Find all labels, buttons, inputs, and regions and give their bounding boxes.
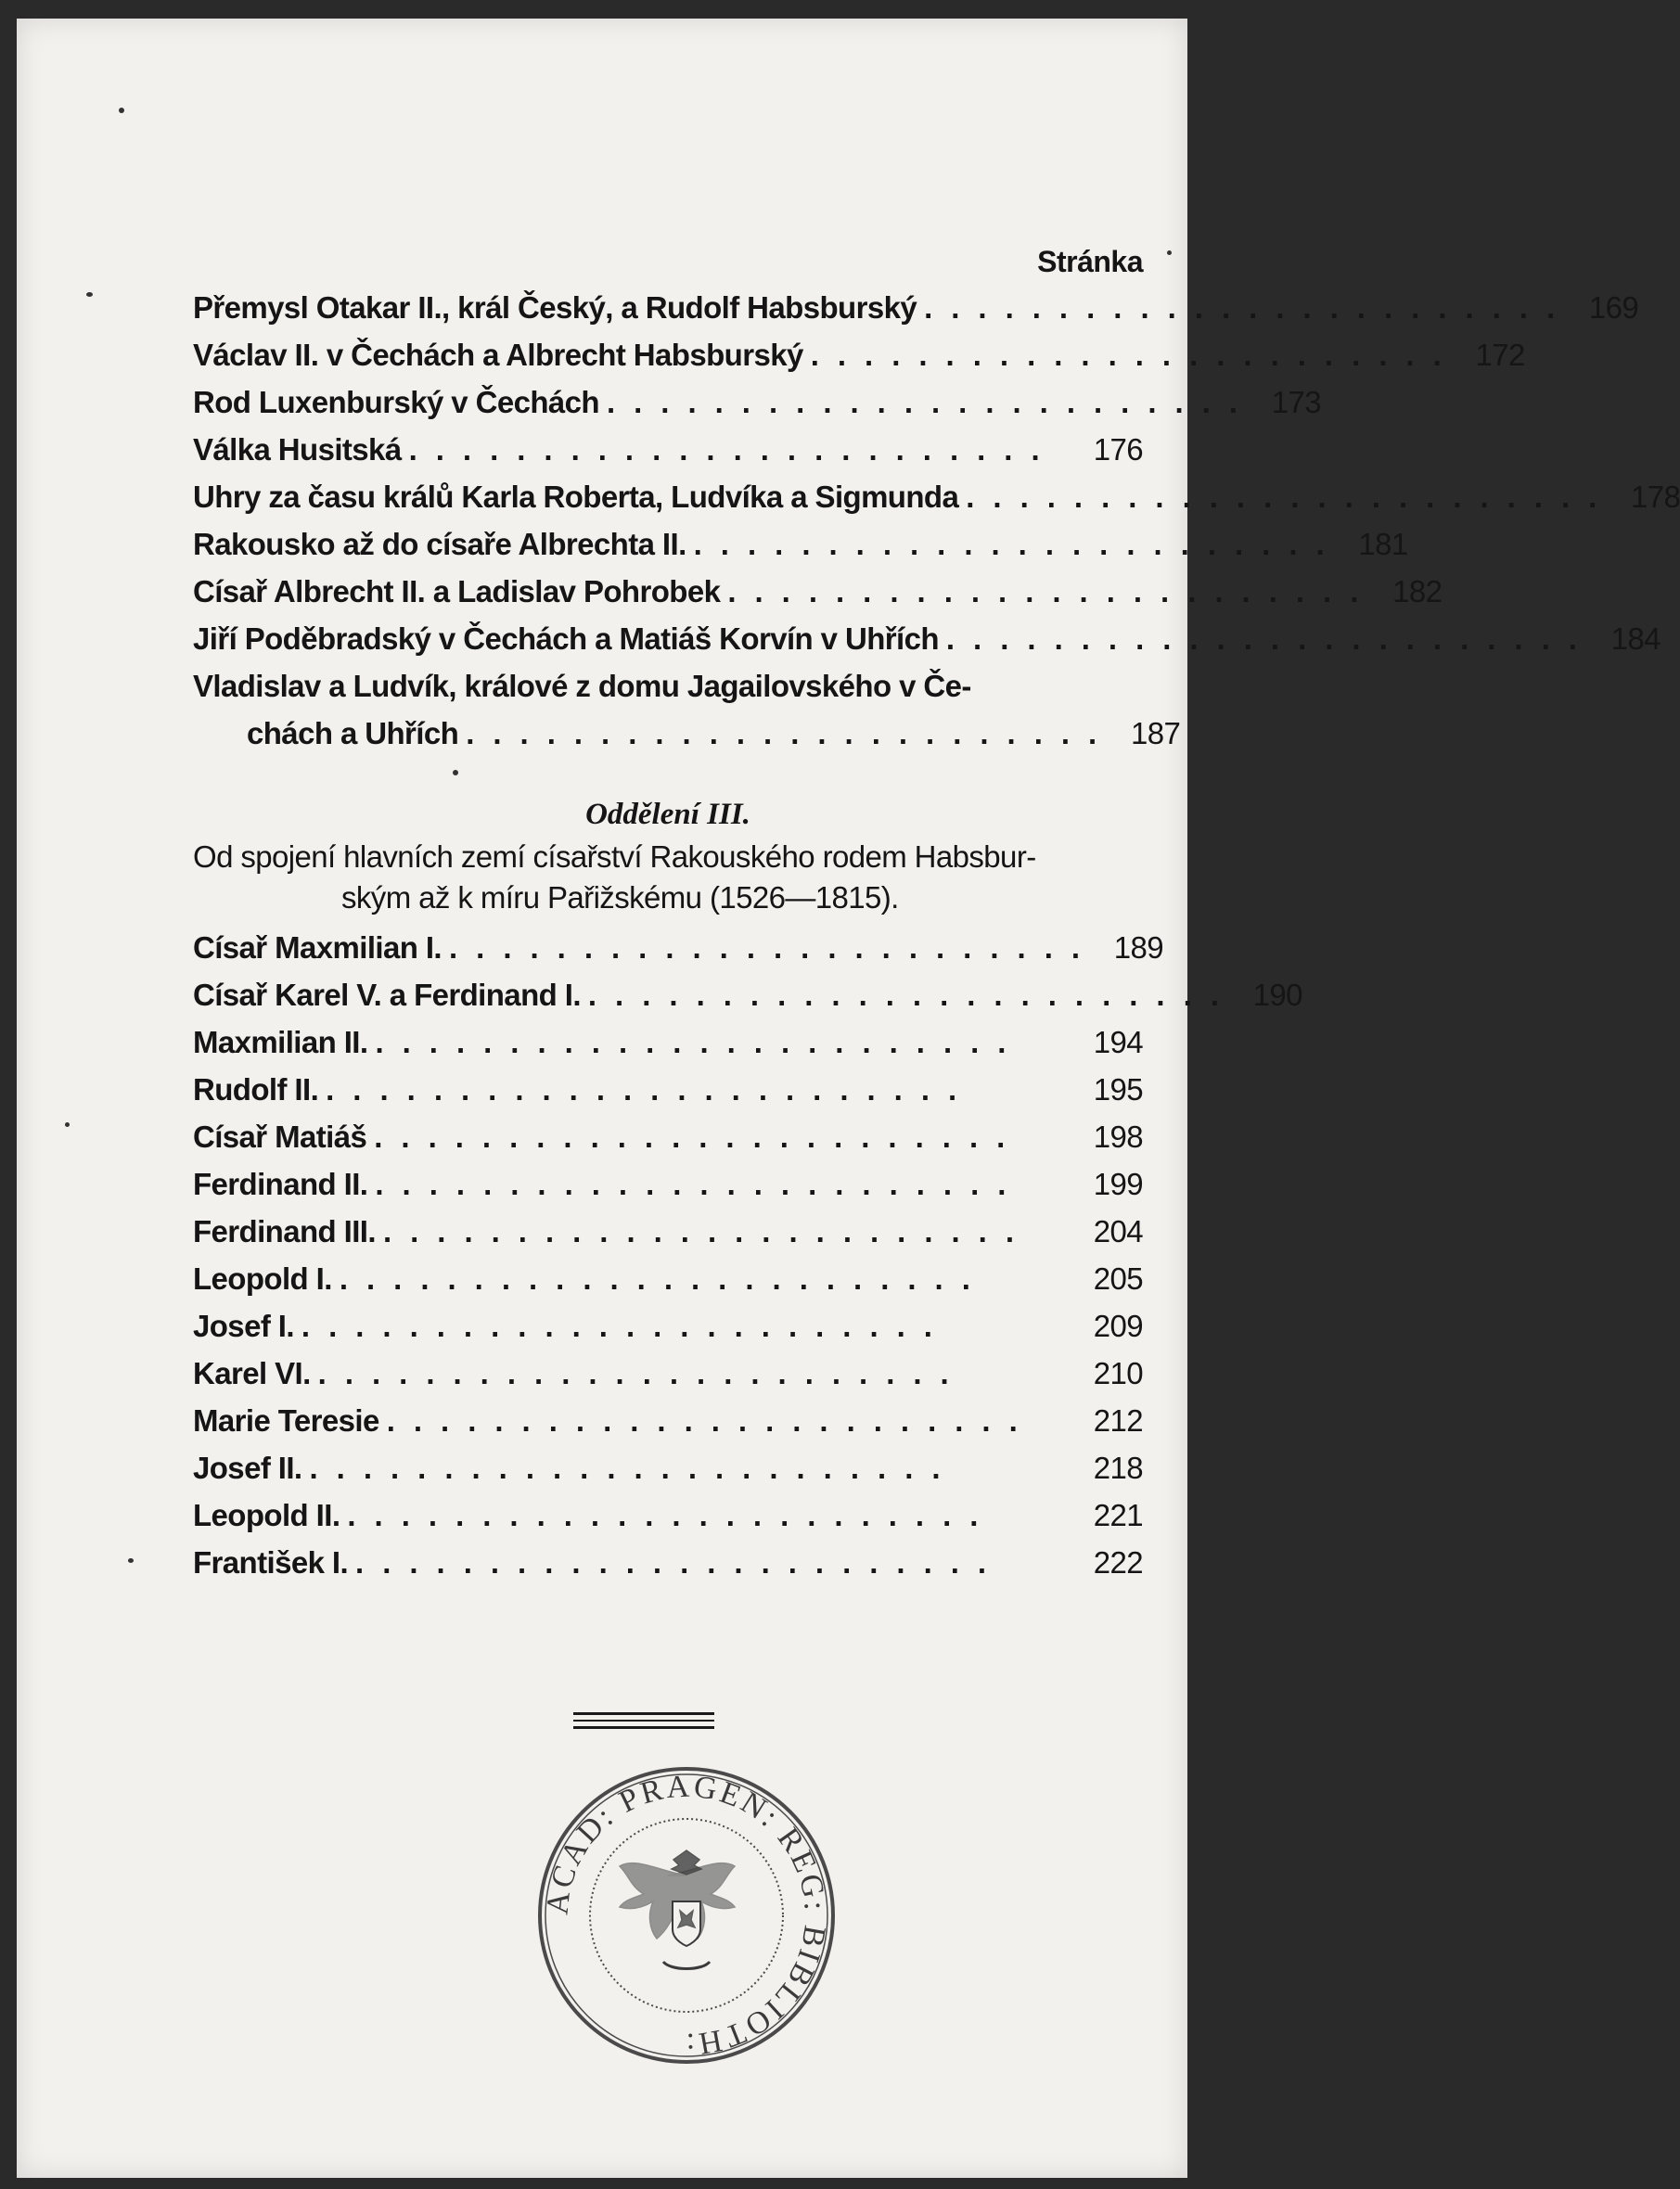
leader-dots: ........................ [347, 1498, 997, 1532]
entry-page: 209 [1093, 1309, 1143, 1343]
paper-speck [1167, 250, 1172, 255]
end-rule [573, 1712, 714, 1734]
leader-dots: ........................ [386, 1403, 1036, 1438]
leader-dots: ........................ [966, 480, 1616, 514]
entry-title: Ferdinand III. [193, 1214, 376, 1248]
entry-title: Marie Teresie [193, 1403, 379, 1438]
entry-title: Rudolf II. [193, 1072, 319, 1107]
entry-title: Josef II. [193, 1451, 302, 1485]
entry-page: 204 [1093, 1214, 1143, 1248]
entry-title: Ferdinand II. [193, 1167, 368, 1201]
entry-page: 210 [1093, 1356, 1143, 1390]
entry-title: Císař Matiáš [193, 1120, 367, 1154]
entry-page: 195 [1093, 1072, 1143, 1107]
leader-dots: ........................ [309, 1451, 959, 1485]
rule-line [573, 1720, 714, 1722]
entry-title: Václav II. v Čechách a Albrecht Habsburský [193, 338, 803, 372]
entry-page: 190 [1252, 978, 1302, 1012]
entry-page: 187 [1130, 716, 1181, 750]
entry-title-line2: chách a Uhřích [247, 716, 459, 750]
entry-page: 221 [1093, 1498, 1143, 1532]
paper-speck [86, 292, 93, 297]
entry-page: 218 [1093, 1451, 1143, 1485]
entry-title: Císař Albrecht II. a Ladislav Pohrobek [193, 574, 721, 608]
entry-title: Maxmilian II. [193, 1025, 368, 1059]
leader-dots: ........................ [408, 432, 1058, 467]
toc-entry [193, 1208, 1143, 1255]
entry-page: 176 [1093, 432, 1143, 467]
entry-page: 194 [1093, 1025, 1143, 1059]
toc-entry [193, 1350, 1143, 1397]
leader-dots: ........................ [339, 1261, 989, 1296]
leader-dots: ........................ [606, 385, 1257, 419]
toc-entry [193, 615, 1661, 662]
leader-dots: ........................ [301, 1309, 951, 1343]
entry-title: Císař Maxmilian I. [193, 930, 442, 965]
entry-title: Josef I. [193, 1309, 294, 1343]
toc-entry [193, 1255, 1143, 1302]
toc-entry [193, 331, 1525, 378]
entry-page: 173 [1271, 385, 1322, 419]
leader-dots: ........................ [382, 1214, 1032, 1248]
leader-dots: ........................ [326, 1072, 976, 1107]
toc-entry [193, 426, 1143, 473]
leader-dots: ........................ [375, 1167, 1025, 1201]
toc-entry [193, 473, 1680, 520]
entry-page: 222 [1093, 1545, 1143, 1580]
toc-entry [193, 1539, 1143, 1586]
section-description-line2: ským až k míru Pařižskému (1526—1815). [341, 880, 899, 915]
toc-entry [193, 924, 1164, 971]
leader-dots: ........................ [693, 527, 1343, 561]
toc-entry [193, 1302, 1143, 1350]
entry-page: 189 [1113, 930, 1164, 965]
entry-title-line1: Vladislav a Ludvík, králové z domu Jagailovského v Če- [193, 669, 971, 703]
leader-dots: ........................ [587, 978, 1238, 1012]
entry-page: 205 [1093, 1261, 1143, 1296]
entry-page: 169 [1588, 290, 1639, 325]
toc-entry-multiline [193, 662, 1143, 710]
entry-page: 182 [1392, 574, 1443, 608]
entry-page: 172 [1475, 338, 1525, 372]
library-stamp-seal [533, 1762, 840, 2068]
leader-dots: ........................ [355, 1545, 1006, 1580]
toc-header [193, 245, 1143, 284]
paper-speck [119, 108, 124, 113]
toc-entry [193, 1397, 1143, 1444]
entry-title: Válka Husitská [193, 432, 402, 467]
entry-page: 178 [1631, 480, 1680, 514]
toc-entry [193, 1066, 1143, 1113]
entry-page: 198 [1093, 1120, 1143, 1154]
leader-dots: ........................ [466, 716, 1116, 750]
entry-title: Rakousko až do císaře Albrechta II. [193, 527, 686, 561]
leader-dots: ........................ [375, 1025, 1025, 1059]
leader-dots: ........................ [374, 1120, 1024, 1154]
toc-entry [193, 1160, 1143, 1208]
toc-entry [193, 284, 1639, 331]
leader-dots: ........................ [317, 1356, 968, 1390]
entry-title: Leopold II. [193, 1498, 340, 1532]
entry-title: Přemysl Otakar II., král Český, a Rudolf Habsburský [193, 290, 917, 325]
entry-title: Karel VI. [193, 1356, 311, 1390]
rule-line [573, 1726, 714, 1729]
stamp-text-path: ACAD: PRAGEN: REG: BIBLIOTH: [540, 1769, 833, 2062]
rule-line [573, 1712, 714, 1715]
toc-entry [193, 1018, 1143, 1066]
book-page [17, 19, 1680, 2178]
toc-entry [193, 1113, 1143, 1160]
paper-speck [128, 1558, 134, 1563]
leader-dots: ........................ [924, 290, 1574, 325]
leader-dots: ........................ [810, 338, 1460, 372]
entry-page: 212 [1093, 1403, 1143, 1438]
entry-page: 181 [1358, 527, 1408, 561]
double-eagle-emblem [620, 1850, 735, 1969]
table-of-contents [193, 245, 1680, 1586]
entry-title: Rod Luxenburský v Čechách [193, 385, 599, 419]
toc-entry [193, 520, 1408, 568]
leader-dots: ........................ [945, 621, 1596, 656]
page-column-label: Stránka [1037, 245, 1143, 278]
section-description [193, 837, 1143, 918]
section-heading: Oddělení III. [585, 798, 750, 831]
entry-title: Leopold I. [193, 1261, 332, 1296]
entry-title: Jiří Poděbradský v Čechách a Matiáš Korvín v Uhřích [193, 621, 939, 656]
entry-title: Uhry za času králů Karla Roberta, Ludvíka a Sigmunda [193, 480, 959, 514]
entry-page: 199 [1093, 1167, 1143, 1201]
toc-entry [193, 971, 1302, 1018]
paper-speck [65, 1122, 70, 1127]
toc-entry-multiline-cont [193, 710, 1181, 757]
entry-title: Císař Karel V. a Ferdinand I. [193, 978, 581, 1012]
leader-dots: ........................ [727, 574, 1378, 608]
toc-entry [193, 568, 1443, 615]
entry-page: 184 [1610, 621, 1661, 656]
toc-entry [193, 1491, 1143, 1539]
section-description-line1: Od spojení hlavních zemí císařství Rakouského rodem Habsbur- [193, 839, 1036, 874]
leader-dots: ........................ [448, 930, 1099, 965]
toc-entry [193, 378, 1322, 426]
entry-title: František I. [193, 1545, 349, 1580]
toc-entry [193, 1444, 1143, 1491]
